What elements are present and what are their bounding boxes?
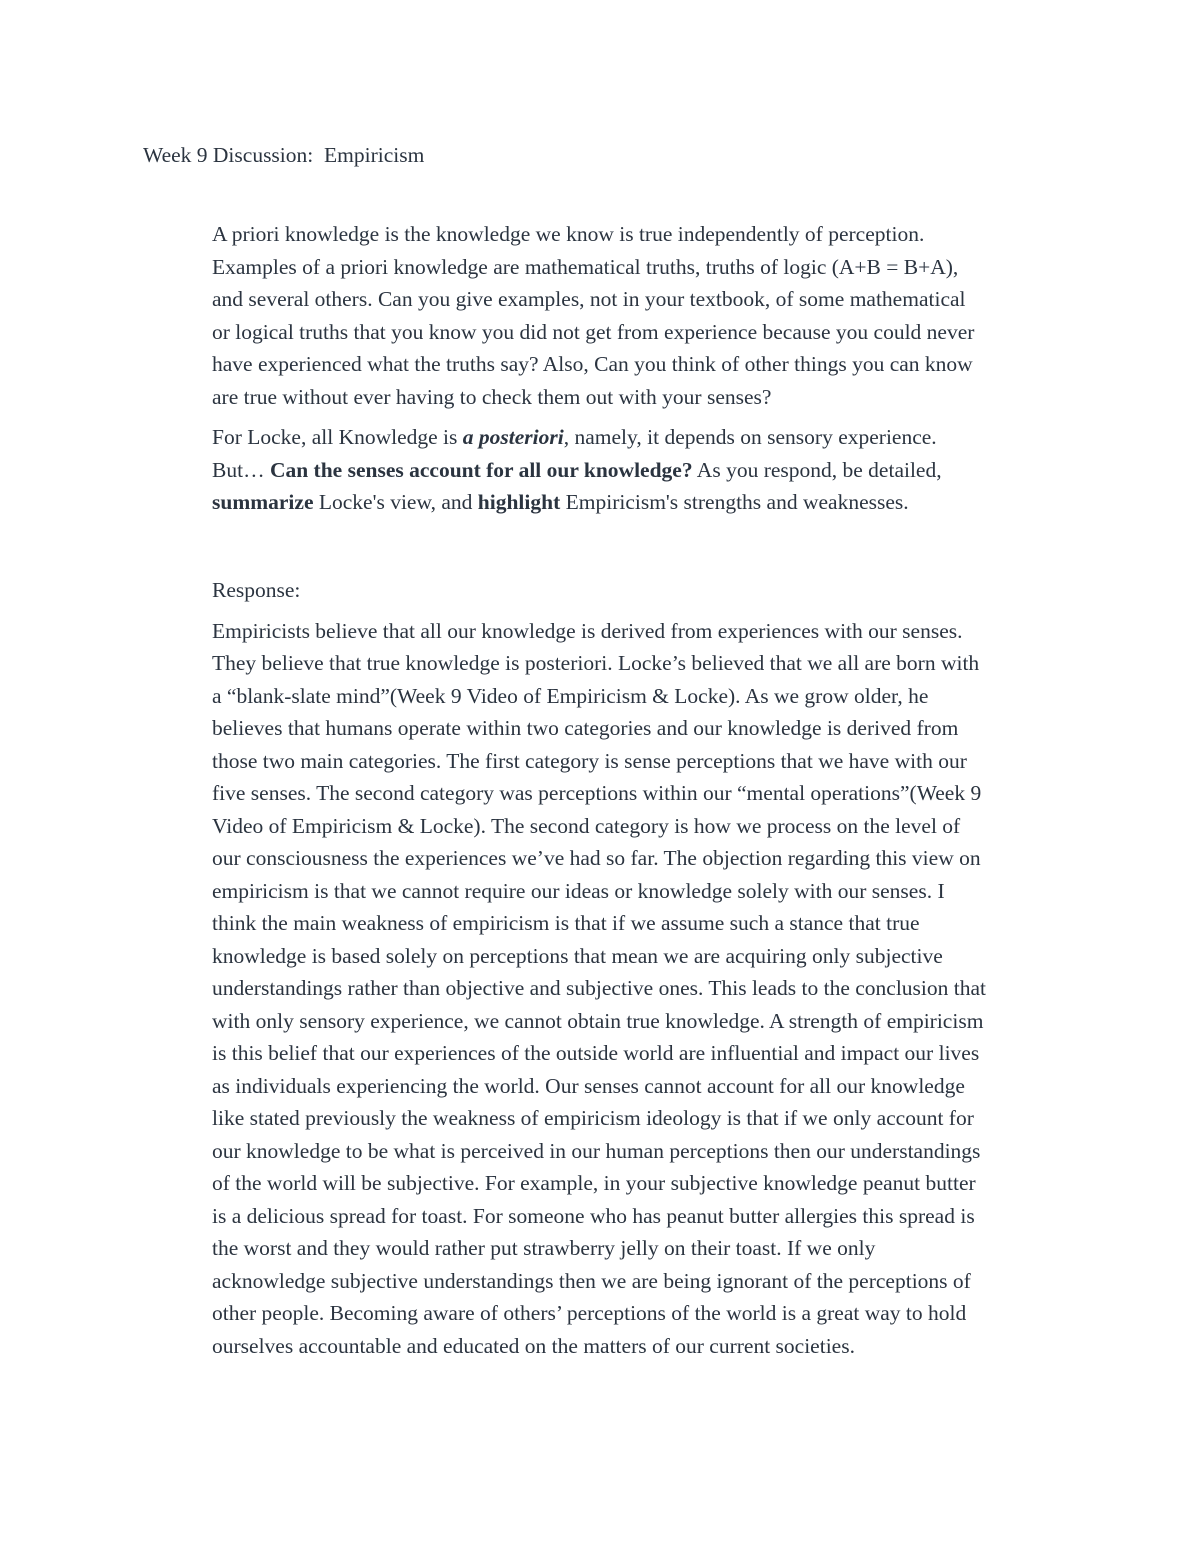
document-title: Week 9 Discussion: Empiricism [143,143,425,167]
response-section [212,574,1062,1362]
response-paragraph [212,615,1062,1363]
response-line: empiricism is that we cannot require our ideas or knowledge solely with our senses. I [212,878,945,903]
prompt-line [212,421,1062,454]
prompt-text: , namely, it depends on sensory experience. [563,425,937,449]
response-line: like stated previously the weakness of empiricism ideology is that if we only account for [212,1106,974,1130]
response-line: five senses. The second category was perceptions within our “mental operations”(Week 9 [212,781,982,805]
response-line: other people. Becoming aware of others’ perceptions of the world is a great way to hold [212,1301,967,1325]
response-line: understandings rather than objective and subjective ones. This leads to the conclusion that [212,976,986,1000]
response-line: as individuals experiencing the world. Our senses cannot account for all our knowledge [212,1073,965,1098]
response-line: They believe that true knowledge is posteriori. Locke’s believed that we all are born with [212,651,980,675]
response-line: think the main weakness of empiricism is that if we assume such a stance that true [212,911,920,935]
response-line: with only sensory experience, we cannot obtain true knowledge. A strength of empiricism [212,1008,984,1033]
prompt-line: or logical truths that you know you did not get from experience because you could never [212,319,975,344]
response-line: our consciousness the experiences we’ve had so far. The objection regarding this view on [212,846,981,870]
prompt-text: As you respond, be detailed, [692,457,942,482]
response-line: knowledge is based solely on perceptions that mean we are acquiring only subjective [212,943,943,968]
prompt-line [212,454,1062,487]
prompt-text: But… [212,457,270,482]
response-line: the worst and they would rather put strawberry jelly on their toast. If we only [212,1236,876,1260]
emphasis-a-posteriori: a posteriori [462,425,564,449]
emphasis-question: Can the senses account for all our knowledge? [269,457,693,482]
emphasis-highlight: highlight [477,490,561,514]
response-line: a “blank-slate mind”(Week 9 Video of Empiricism & Locke). As we grow older, he [212,683,929,708]
prompt-paragraph-a-priori [212,218,1062,413]
prompt-text: Empiricism's strengths and weaknesses. [560,490,909,514]
response-line: believes that humans operate within two categories and our knowledge is derived from [212,716,959,740]
response-line: those two main categories. The first category is sense perceptions that we have with our [212,748,967,773]
prompt-line: are true without ever having to check them out with your senses? [212,384,772,409]
response-line: our knowledge to be what is perceived in our human perceptions then our understandings [212,1138,981,1163]
prompt-line: A priori knowledge is the knowledge we know is true independently of perception. [212,222,925,246]
prompt-line: and several others. Can you give examples, not in your textbook, of some mathematical [212,287,966,311]
prompt-text: Locke's view, and [313,490,478,514]
prompt-line: Examples of a priori knowledge are mathematical truths, truths of logic (A+B = B+A), [212,254,959,279]
response-line: is a delicious spread for toast. For someone who has peanut butter allergies this spread is [212,1203,975,1228]
emphasis-summarize: summarize [212,490,314,514]
response-line: Empiricists believe that all our knowledge is derived from experiences with our senses. [212,618,963,643]
response-line: of the world will be subjective. For example, in your subjective knowledge peanut butter [212,1171,976,1195]
response-line: ourselves accountable and educated on the matters of our current societies. [212,1333,855,1358]
discussion-prompt [212,218,1062,519]
response-line: is this belief that our experiences of the outside world are influential and impact our lives [212,1041,980,1065]
response-line: Video of Empiricism & Locke). The second category is how we process on the level of [212,813,961,838]
prompt-text: For Locke, all Knowledge is [212,425,463,449]
prompt-line [212,486,1062,519]
prompt-line: have experienced what the truths say? Also, Can you think of other things you can know [212,352,973,376]
response-line: acknowledge subjective understandings then we are being ignorant of the perceptions of [212,1268,971,1293]
prompt-paragraph-locke [212,421,1062,519]
response-label: Response: [212,578,301,602]
